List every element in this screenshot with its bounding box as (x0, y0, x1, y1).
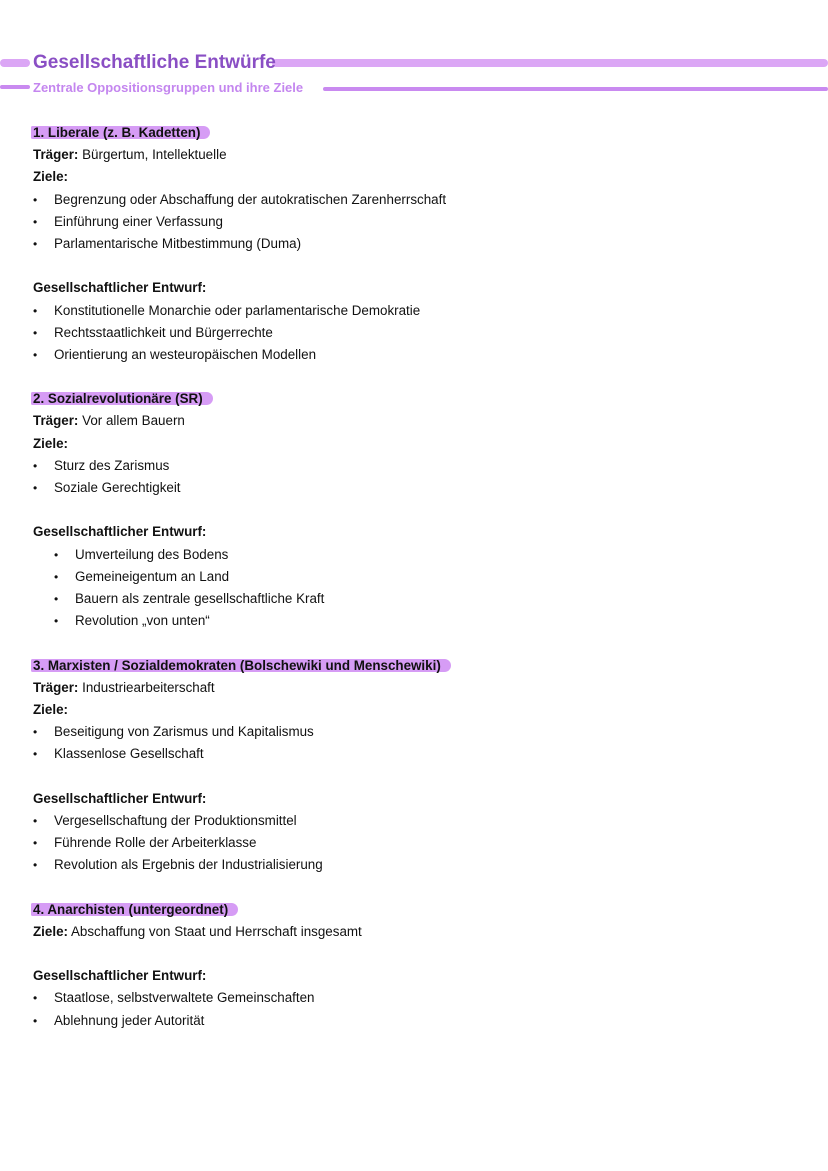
list-item (33, 987, 793, 1009)
list-item-text: Rechtsstaatlichkeit und Bürgerrechte (54, 324, 273, 340)
subtitle-rule-right (323, 87, 828, 91)
ziele-row (33, 921, 793, 943)
subtitle-rule-left (0, 85, 30, 89)
list-item-text: Ablehnung jeder Autorität (54, 1012, 205, 1028)
list-item-text: Bauern als zentrale gesellschaftliche Kraft (75, 590, 325, 606)
list-item (33, 854, 793, 876)
title-rule-left (0, 59, 30, 67)
bullet-icon: • (33, 836, 38, 850)
list-item (33, 588, 793, 610)
list-item (33, 1010, 793, 1032)
list-item-text: Sturz des Zarismus (54, 457, 170, 473)
traeger-value: Bürgertum, Intellektuelle (78, 147, 227, 163)
document-body (33, 122, 793, 1032)
traeger-row (33, 677, 793, 699)
list-item-text: Klassenlose Gesellschaft (54, 746, 204, 762)
list-item-text: Vergesellschaftung der Produktionsmittel (54, 812, 297, 828)
ziele-label: Ziele: (33, 169, 68, 185)
traeger-row (33, 410, 793, 432)
section-heading: 2. Sozialrevolutionäre (SR) (31, 392, 213, 405)
section-1 (33, 122, 793, 144)
traeger-row (33, 144, 793, 166)
ziele-value: Abschaffung von Staat und Herrschaft insgesamt (67, 923, 362, 939)
bullet-icon: • (33, 1013, 38, 1028)
bullet-icon: • (33, 991, 38, 1006)
list-item (33, 455, 793, 477)
list-item (33, 743, 793, 765)
list-item (33, 322, 793, 344)
traeger-value: Vor allem Bauern (78, 413, 185, 429)
section-4 (33, 899, 793, 921)
traeger-label: Träger: (33, 147, 79, 163)
list-item (33, 344, 793, 366)
section-heading: 1. Liberale (z. B. Kadetten) (31, 126, 210, 139)
ziele-label: Ziele: (33, 701, 68, 717)
list-item (33, 721, 793, 743)
list-item-text: Einführung einer Verfassung (54, 213, 223, 229)
entwurf-label: Gesellschaftlicher Entwurf: (33, 524, 207, 540)
list-item-text: Revolution „von unten“ (75, 613, 210, 629)
traeger-value: Industriearbeiterschaft (78, 679, 215, 695)
list-item (33, 566, 793, 588)
list-item-text: Umverteilung des Bodens (75, 546, 229, 562)
list-item-text: Begrenzung oder Abschaffung der autokratischen Zarenherrschaft (54, 191, 447, 207)
traeger-label: Träger: (33, 413, 79, 429)
section-2 (33, 388, 793, 410)
list-item (33, 610, 793, 632)
section-heading: 3. Marxisten / Sozialdemokraten (Bolschewiki und Menschewiki) (31, 659, 451, 672)
list-item-text: Orientierung an westeuropäischen Modellen (54, 346, 317, 362)
page-title: Gesellschaftliche Entwürfe (33, 52, 276, 73)
bullet-icon: • (33, 236, 38, 251)
traeger-label: Träger: (33, 679, 79, 695)
bullet-icon: • (33, 458, 38, 473)
bullet-icon: • (54, 591, 59, 606)
list-item-text: Beseitigung von Zarismus und Kapitalismus (54, 724, 314, 740)
bullet-icon: • (54, 547, 59, 562)
bullet-icon: • (33, 747, 38, 762)
bullet-icon: • (33, 347, 38, 362)
section-heading: 4. Anarchisten (untergeordnet) (31, 903, 238, 916)
list-item (33, 233, 793, 255)
list-item-text: Gemeineigentum an Land (75, 568, 230, 584)
bullet-icon: • (54, 569, 59, 584)
entwurf-label: Gesellschaftlicher Entwurf: (33, 280, 207, 296)
list-item-text: Soziale Gerechtigkeit (54, 480, 181, 495)
bullet-icon: • (33, 858, 38, 873)
list-item (33, 832, 793, 854)
bullet-icon: • (33, 303, 38, 318)
list-item-text: Parlamentarische Mitbestimmung (Duma) (54, 235, 302, 251)
bullet-icon: • (33, 214, 38, 229)
bullet-icon: • (33, 325, 38, 340)
list-item (33, 211, 793, 233)
ziele-label: Ziele: (33, 435, 68, 451)
page-subtitle: Zentrale Oppositionsgruppen und ihre Ziele (33, 80, 304, 95)
bullet-icon: • (33, 725, 38, 740)
bullet-icon: • (33, 481, 38, 495)
list-item (33, 477, 793, 499)
entwurf-label: Gesellschaftlicher Entwurf: (33, 968, 207, 984)
entwurf-label: Gesellschaftlicher Entwurf: (33, 790, 207, 806)
list-item (33, 189, 793, 211)
list-item-text: Konstitutionelle Monarchie oder parlamentarische Demokratie (54, 302, 421, 318)
section-3 (33, 655, 793, 677)
bullet-icon: • (33, 192, 38, 207)
ziele-label: Ziele: (33, 923, 68, 939)
bullet-icon: • (54, 614, 59, 629)
list-item (33, 300, 793, 322)
list-item-text: Führende Rolle der Arbeiterklasse (54, 835, 257, 850)
list-item (33, 544, 793, 566)
list-item-text: Staatlose, selbstverwaltete Gemeinschaften (54, 990, 315, 1006)
bullet-icon: • (33, 813, 38, 828)
list-item-text: Revolution als Ergebnis der Industrialisierung (54, 857, 323, 873)
list-item (33, 810, 793, 832)
title-rule-right (272, 59, 828, 67)
